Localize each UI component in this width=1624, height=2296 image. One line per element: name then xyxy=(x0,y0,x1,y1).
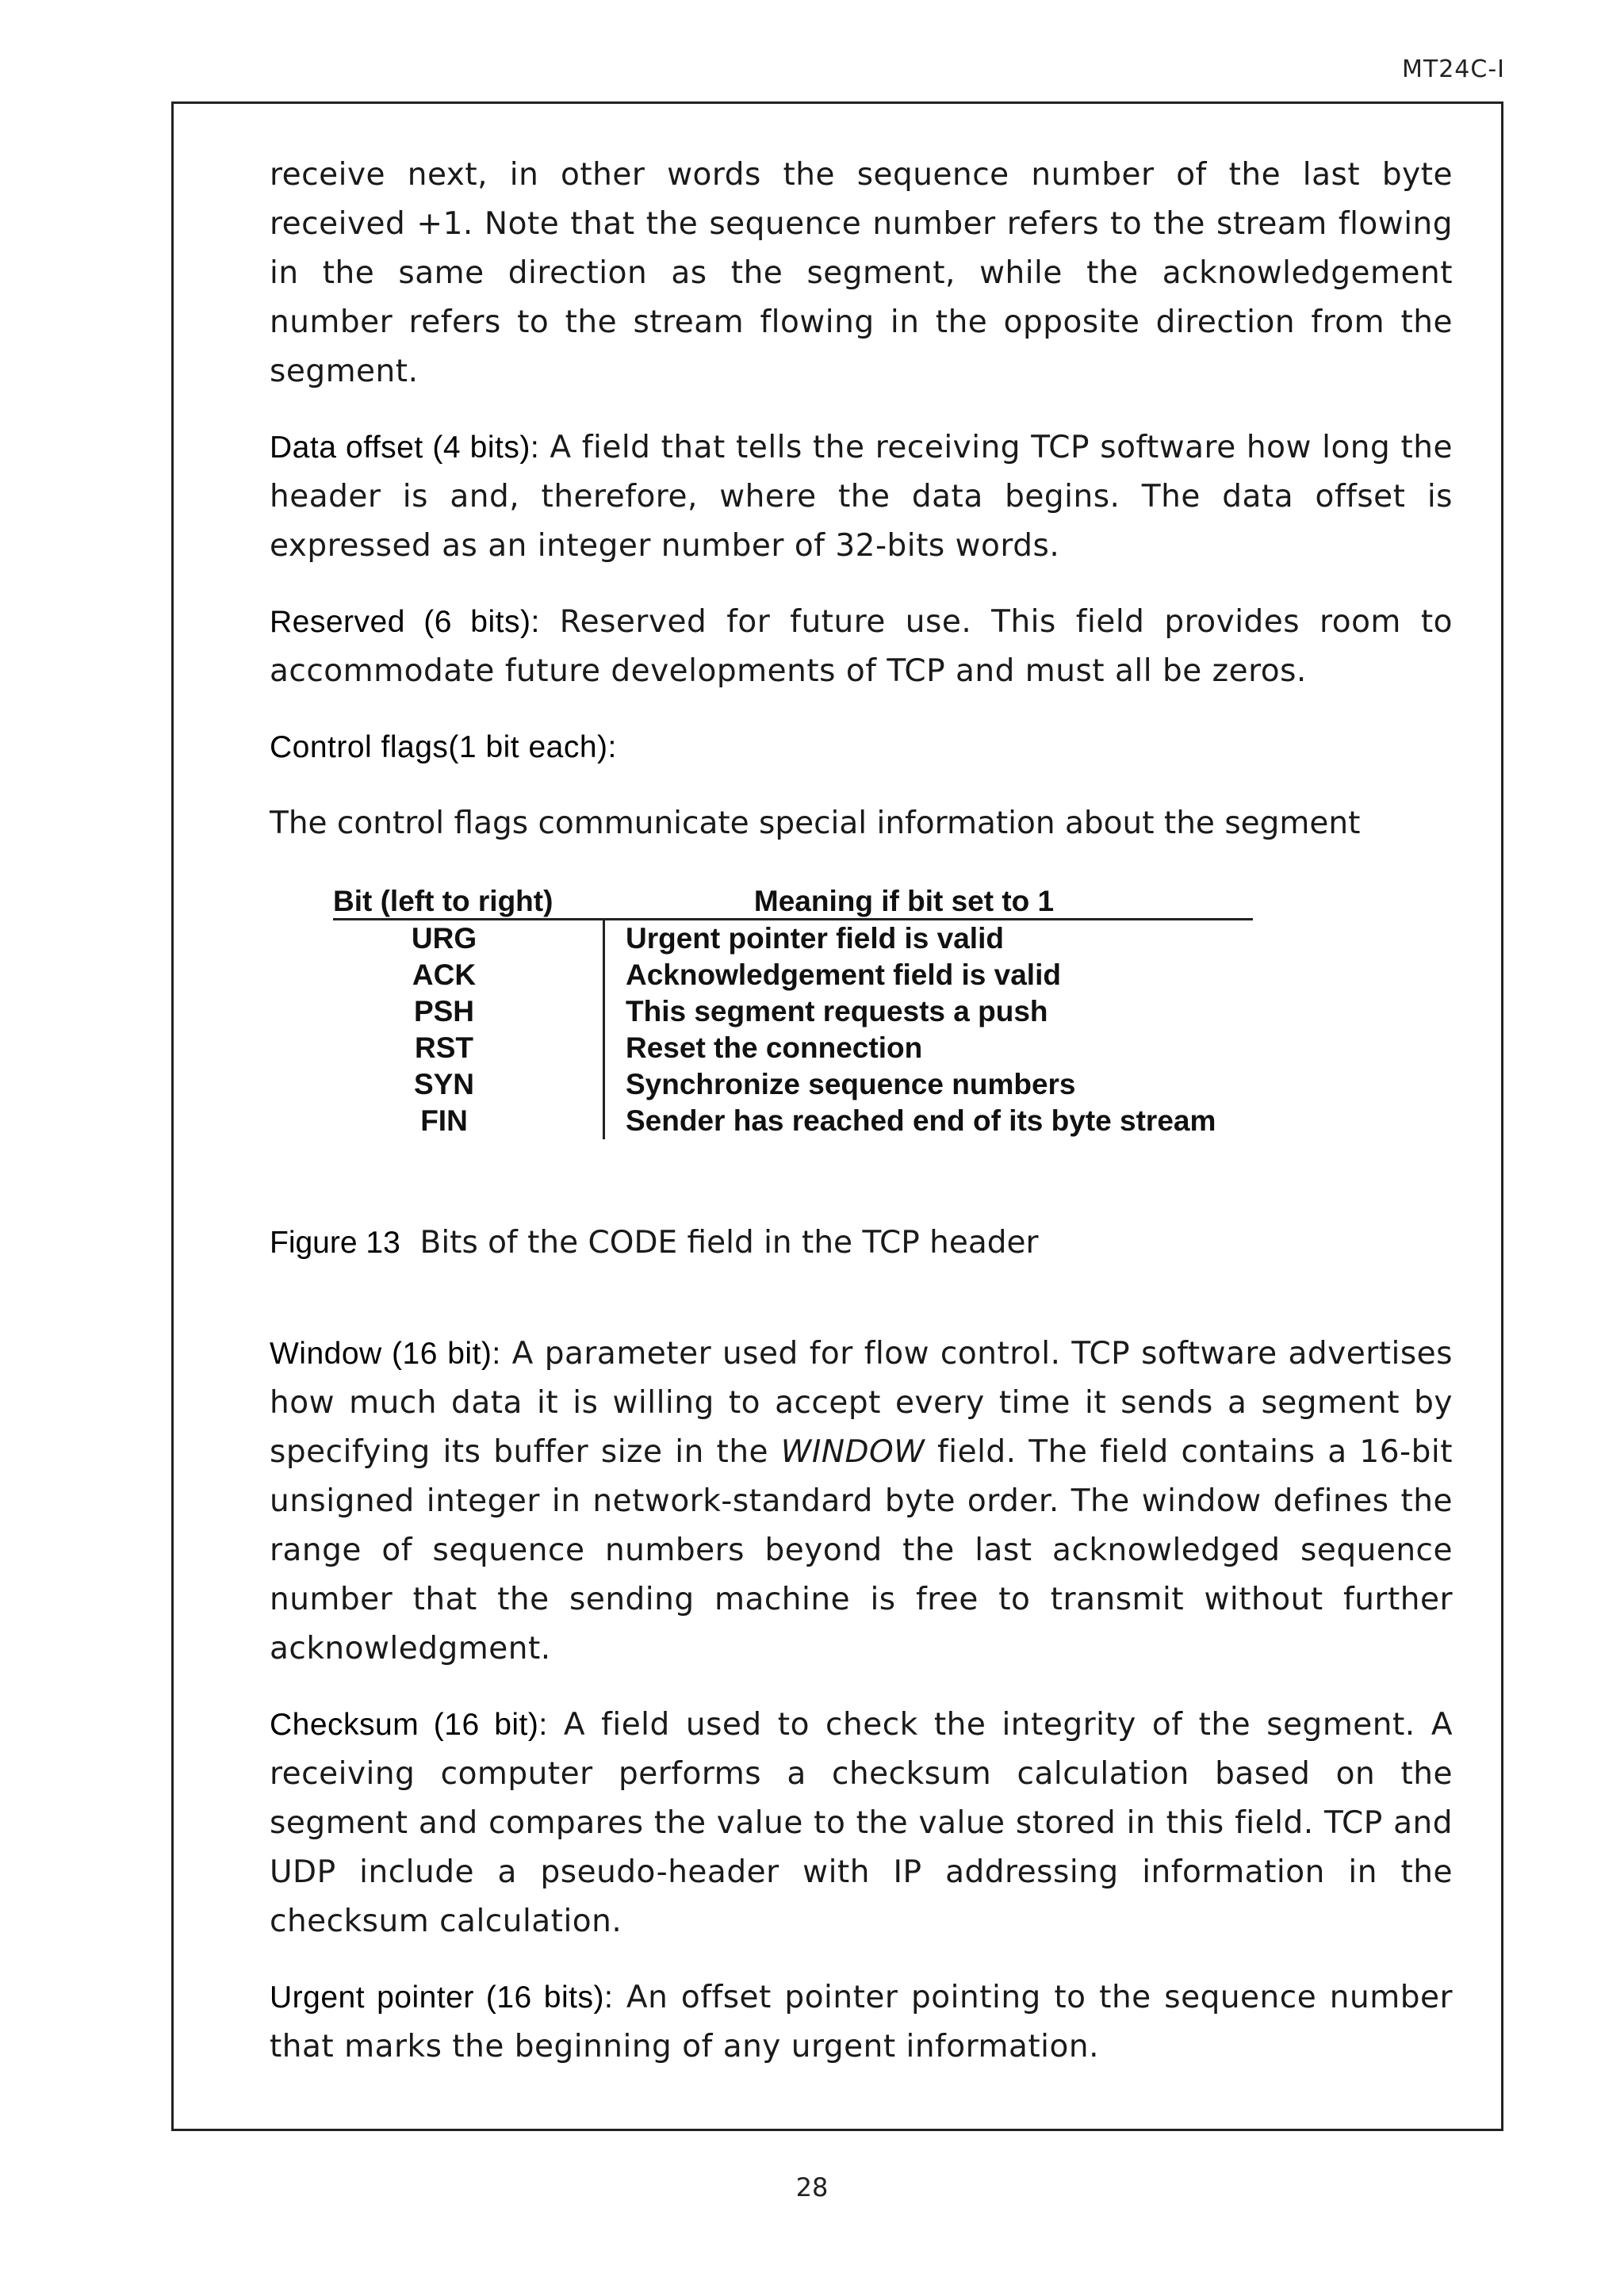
flags-table-header xyxy=(333,878,1253,920)
urgent-pointer-text: An offset pointer pointing to the sequence number that marks the beginning of any urgent information. xyxy=(270,1980,1453,2064)
window-text-after: field. The field contains a 16-bit unsigned integer in network-standard byte order. The window defines the range of sequence numbers beyond the last acknowledged sequence number that the sending machine is free to transmit without further acknowledgment. xyxy=(270,1434,1453,1667)
flags-header-meaning: Meaning if bit set to 1 xyxy=(753,885,1055,917)
urgent-pointer-term: Urgent pointer (16 bits): xyxy=(270,1980,614,2015)
ack-paragraph-continued: receive next, in other words the sequence number of the last byte received +1. Note that the sequence number refers to the stream flowing in the same direction as the segment, while the acknowledgement number refers to the stream flowing in the opposite direction from the segment. xyxy=(270,157,1453,389)
window-term: Window (16 bit): xyxy=(270,1337,501,1371)
flag-meaning: Reset the connection xyxy=(626,1031,923,1064)
flag-bit: PSH xyxy=(413,995,475,1027)
flags-header-bit: Bit (left to right) xyxy=(333,885,553,917)
flag-meaning: Urgent pointer field is valid xyxy=(626,922,1004,955)
reserved-paragraph xyxy=(270,598,1453,696)
window-text-before: A parameter used for flow control. TCP software advertises how much data it is willing to accept every time it sends a segment by specifying its buffer size in the xyxy=(270,1336,1453,1470)
window-emphasis: WINDOW xyxy=(780,1434,925,1470)
figure-label: Figure 13 xyxy=(270,1226,400,1260)
control-flags-intro: The control flags communicate special information about the segment xyxy=(270,806,1361,841)
flag-meaning: This segment requests a push xyxy=(626,995,1048,1027)
data-offset-text: A field that tells the receiving TCP software how long the header is and, therefore, where the data begins. The data offset is expressed as an integer number of 32-bits words. xyxy=(270,430,1453,564)
flag-bit: ACK xyxy=(412,959,477,991)
document-code: MT24C-I xyxy=(1401,55,1505,83)
flags-bit-column xyxy=(333,920,603,1139)
urgent-pointer-paragraph xyxy=(270,1973,1453,2072)
flag-meaning: Acknowledgement field is valid xyxy=(626,959,1061,991)
flag-bit: FIN xyxy=(420,1104,468,1137)
flag-bit: SYN xyxy=(413,1068,475,1100)
window-paragraph xyxy=(270,1330,1453,1674)
page-number: 28 xyxy=(795,2172,829,2202)
reserved-term: Reserved (6 bits): xyxy=(270,605,540,639)
data-offset-term: Data offset (4 bits): xyxy=(270,430,540,465)
reserved-text: Reserved for future use. This field provides room to accommodate future developments of TCP and must all be zeros. xyxy=(270,604,1453,689)
checksum-text: A field used to check the integrity of the segment. A receiving computer performs a checksum calculation based on the segment and compares the value to the value stored in this field. TCP and UDP include a pseudo-header with IP addressing information in the checksum calculation. xyxy=(270,1707,1454,1939)
control-flags-term: Control flags(1 bit each): xyxy=(270,730,617,764)
page-body xyxy=(270,151,1453,2099)
flags-table-body xyxy=(333,920,1253,1139)
data-offset-paragraph xyxy=(270,423,1453,571)
checksum-term: Checksum (16 bit): xyxy=(270,1708,548,1742)
flag-meaning: Sender has reached end of its byte stream xyxy=(626,1104,1216,1137)
control-flags-heading xyxy=(270,723,1453,772)
flag-bit: RST xyxy=(415,1031,473,1064)
checksum-paragraph xyxy=(270,1701,1453,1946)
flag-bit: URG xyxy=(411,922,477,955)
figure-caption-text: Bits of the CODE field in the TCP header xyxy=(400,1225,1039,1261)
figure-caption xyxy=(270,1219,1453,1268)
flag-meaning: Synchronize sequence numbers xyxy=(626,1068,1076,1100)
flags-meaning-column xyxy=(603,920,1253,1139)
caption-spacer xyxy=(270,1268,1453,1330)
code-field-figure xyxy=(333,878,1253,1139)
